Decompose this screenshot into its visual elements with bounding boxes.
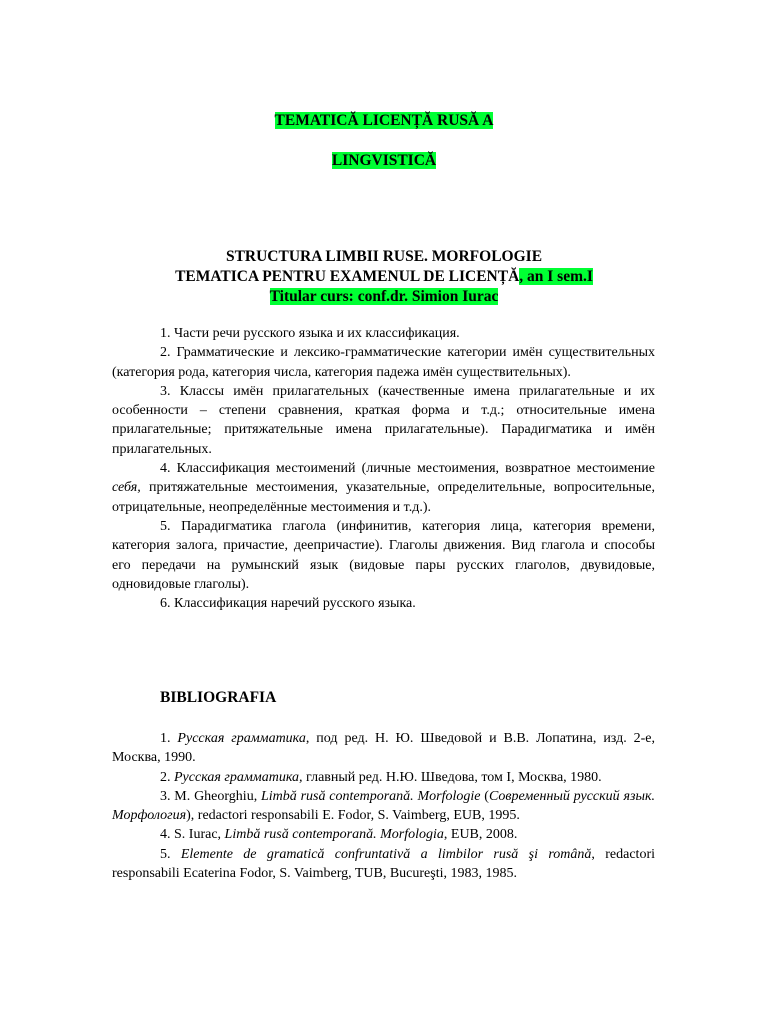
entry-details: ), redactori responsabili E. Fodor, S. Vaimberg, EUB, 1995.: [186, 808, 520, 824]
bibliography-entry: [112, 787, 655, 826]
topics-list: [112, 324, 655, 613]
entry-title: Limbă rusă contemporană. Morfologia: [224, 827, 444, 843]
entry-details: (: [480, 788, 489, 804]
topic-item: 6. Классификация наречий русского языка.: [160, 596, 416, 612]
entry-number: 1.: [160, 731, 178, 746]
topic-item: 3. Классы имён прилагательных (качественные имена прилагательные и их особенности – степени сравнения, краткая форма и т.д.; относительные имена прилагательные; притяжательные имена прилагательные). Парадигматика и имён прилагательных.: [112, 383, 655, 457]
topic-text: 4. Классификация местоимений (личные местоимения, возвратное местоимение: [160, 461, 655, 477]
entry-details: , EUB, 2008.: [443, 827, 518, 843]
topic-text: притяжательные местоимения, указательные, определительные, вопросительные, отрицательные, неопределённые местоимения и т.д.).: [112, 480, 655, 515]
course-title: STRUCTURA LIMBII RUSE. MORFOLOGIE: [225, 248, 543, 265]
bibliography-entry: [112, 729, 655, 768]
bibliography-entry: [112, 845, 655, 884]
entry-title-russian: Современный русский язык. Морфология: [112, 788, 655, 824]
exam-title: [0, 267, 768, 287]
bibliography-entry: [112, 768, 655, 787]
topic-item: [112, 459, 655, 517]
course-holder: [0, 287, 768, 307]
entry-details: главный ред. Н.Ю. Шведова, том I, Москва, 1980.: [302, 769, 602, 785]
topic-item: 5. Парадигматика глагола (инфинитив, категория лица, категория времени, категория залога, причастие, деепричастие). Глаголы движения. Вид глагола и способы его передачи на румынский язык (видовые пары русских глаголов, двувидовые, одновидовые глаголы).: [112, 518, 655, 592]
entry-number: 2.: [160, 769, 174, 785]
entry-number: 5.: [160, 846, 181, 862]
entry-details: , под ред. Н. Ю. Шведовой и В.В. Лопатина, изд. 2-е, Москва, 1990.: [112, 731, 656, 766]
bibliography-entry: [112, 825, 655, 844]
entry-details: , redactori responsabili Ecaterina Fodor, S. Vaimberg, TUB, Bucureşti, 1983, 1985.: [112, 846, 655, 882]
exam-title-main: TEMATICA PENTRU EXAMENUL DE LICENȚĂ: [175, 268, 520, 285]
entry-number: 3. M. Gheorghiu,: [160, 788, 261, 804]
entry-title: Elemente de gramatică confruntativă a limbilor rusă şi română: [180, 846, 592, 862]
exam-semester-highlight: , an I sem.I: [519, 268, 593, 285]
entry-title: Русская грамматика: [177, 731, 306, 746]
entry-number: 4. S. Iurac,: [160, 827, 225, 843]
document-subtitle: [0, 152, 768, 170]
bibliography-list: [112, 729, 655, 883]
course-heading: [0, 247, 768, 307]
entry-title: Русская грамматика,: [174, 769, 303, 785]
entry-title: Limbă rusă contemporană. Morfologie: [261, 788, 481, 804]
title-highlight: TEMATICĂ LICENȚĂ RUSĂ A: [274, 112, 494, 129]
subtitle-highlight: LINGVISTICĂ: [331, 152, 437, 169]
course-holder-highlight: Titular curs: conf.dr. Simion Iurac: [269, 288, 499, 305]
topic-item: 2. Грамматические и лексико-грамматические категории имён существительных (категория рода, категория числа, категория падежа имён существительных).: [112, 345, 655, 380]
topic-italic: себя,: [112, 480, 141, 496]
bibliography-title: BIBLIOGRAFIA: [160, 689, 277, 706]
document-title: [0, 112, 768, 130]
topic-item: 1. Части речи русского языка и их классификация.: [160, 326, 460, 341]
